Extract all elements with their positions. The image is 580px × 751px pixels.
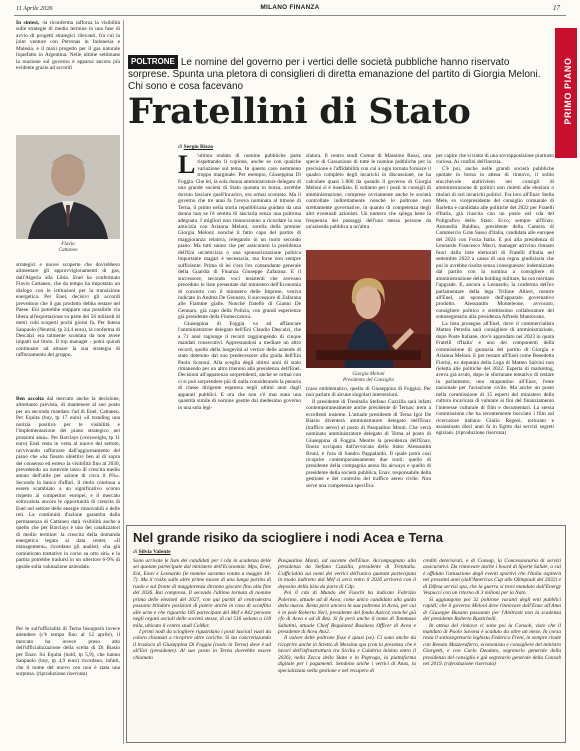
left-intro [16, 20, 120, 72]
byline-author: Sergio Rizzo [183, 144, 214, 150]
article-kicker [128, 55, 553, 94]
left-text-b-lead: Ben accolta [16, 396, 44, 402]
box-col2b-text: Poi il cda di Mundo del Fuochi ha indicato Fabrizio Palermo, attuale ad di Acea, come unico candidato alla guida della nuova. Resta però ancora la sua poltrona in Acea, per cui è in pole Roberto Neri, presidente del fondo Aalcor, nonché già cfo di Acea e ad di Bnz. Si fa però anche il nome di Tommaso Sabatini, attuale Chief Regulated Business Officer di Acea e presidente di Acea Ato2. [278, 590, 416, 635]
article-headline: Fratellini di Stato [128, 91, 471, 132]
left-column-bottom [16, 626, 120, 744]
article-dropcap: L [178, 153, 196, 179]
article-col-1 [178, 153, 301, 521]
box-byline-author: Silvia Valente [138, 549, 171, 555]
left-column-divider [123, 20, 124, 744]
article-col2c-text: Il presidente di Trenitalia Stefano Cuzzilla sarà infatti contemporaneamente anche presidente di Ternas: trent a eccellenti insieme. L'attuale presidente di Terna Igor De Biasio diventerà amministratore delegato dell'Enav (traffico aereo) al posto di Pasqualino Monti. Che verrà nominato amministratore delegato di Terna al posto di Giuseppina di Foggia. Mentre la presidenza dell'Enav, finora occupata dall'avvocata dello Stato Alessandra Bruni, è l'ora di Sandro Pappalardo. Il quale potrà così ricoprire contemporaneamente due ruoli: quello di presidente della compagnia aerea Ita airways e quello di presidente della società pubblica, Enav, responsabile della gestione e del controllo del traffico aereo civile. Non serve una competenza specifica [306, 398, 431, 489]
left-text-c: Per le sull'ufficialità di Terna bisognerà invece attendere (c'è tempo fino al 12 aprile), il mercato ha invece preso atto dell'ufficializzazione della scelta di Di Biasio per Enav. Su Equita (hold, tp 5,9), che hanno Sanpaolo (buy, tp 4,9 euro) ricordano, infatti, che il nome del nuovo ceo non è stata una sorpresa. (riproduzione riservata) [16, 626, 120, 678]
article-tag: POLTRONE [128, 55, 178, 69]
section-tab [555, 28, 577, 158]
left-intro-text: -la riconferma rafforza la visibilità sulle strategie di medio termine in una fase di avvio di progetti strategici rilevanti, fra cui la joint venture con Petronas in Indonesia e Malesia, e il maxi progetto per il gas naturale liquefatto in Argentina. Nelle ultime settimane la reazione sul governo è apparsa ancora più evidente grazie ad accordi [16, 20, 120, 72]
page-number: 17 [553, 4, 560, 12]
publication-name: MILANO FINANZA [260, 4, 320, 11]
box-col-3 [423, 558, 561, 740]
flavio-cattaneo-photo [16, 135, 120, 239]
flavio-caption-name: Flavio [61, 241, 75, 247]
article-col1-p2: Giuseppina di Foggia va ad affiancare l'amministratore delegato dell'Eni Claudio Descalzi, che a 71 anni ragiunge il record raggiungendo di cinque mandati consecutivi. Apprestandosi a mediare un altro record, quello della longevità al vertice delle aziende di stato detenuto dal suo predecessore alla guida dell'Eni Paolo Scaroni. Alla sceglia degli ultimi anni di stato rimanendo per un altro triennio alla presidenza dell'Enel. Decisioni all'apparenza sorprendenti, anche se ormai con ci si può sorprendere più di nulla considerando la penuria di classe dirigente espressa negli ultimi anni dagli apparati pubblici. E ora che non c'è mai stata una quantità simile di nomine gestite dal medesimo governo in una sola legi- [178, 320, 301, 411]
portrait-illustration [16, 135, 120, 239]
article-col3b-text: C'è poi, anche nelle grandi società pubbliche quotate in borsa in attesa di rinnovo, il solito stucchevole andirivieni nei consigli di amministrazione di politici non rieletti alle elezioni o titolari di rari incarichi politici. Fra loro all'Enav Stella Mele, ex vicepresidente del consiglio comunale di Barletta e candidata alle politiche del 2022 per Fratelli d'Italia, già riuscita con un posto nel cda del Poligrafico dello Stato. Ecco, sempre all'Enav, Antonella Baldino, presidente della Camera di Commercio Gran Sasso d'Italia, candidata alle europee del 2024 con Forza Italia. E poi alla presidenza di Leonardo Francesco Macri, manager arrivino rimasto fuori dalla liste elettorali di Fratelli d'Italia nel settembre 2022 a causa di una regna giudiziaria che poi lo avrebbe risolta senza conseguenze: indennizzato dal partito con la nomina a consigliere di amministrazione della holding militare, ha ora meritato l'upgrade. E, ancora a Leonardo, la conferma dell'ex parlamentare della lega Trifone Altieri, mentre all'Enel, un sponsore dell'apparato governativo prodotto. Alessandro Monteleone, avvocato, consigliere politico e strettissimo collaboratore del sottosegretario alla presidenza Alfredo Mantovano. [436, 165, 554, 321]
article-col-2 [306, 153, 431, 249]
article-col-2-lower [306, 386, 431, 522]
sidebar-box [126, 525, 566, 743]
box-col3-text: crediti deteriorati, e di Consap, la Concessionaria di servizi assicurativi. Da rinnovare anche i board di Sporte Salute, a cui è affidato l'attuazione degli eventi sportivi che l'Italia ospiterà nei prossimi anni (dall'Americas Cup alle Olimpiadi del 2032) e di Difesa servizi spa, che la guerra si trovi mandato dall'Energy Vespucci con un ritorno di 3 milioni per la Nato. [423, 558, 561, 597]
flavio-photo-caption [16, 241, 120, 253]
article-col2-text: slatura. Il centro studi Comar di Massimo Rossi, una specie di Cassazione di tutte le nomine pubbliche per la precisione e l'affidabilità con cui a ogni tornata fornisce il quadro completo degli incarichi in discussione, ne ha calcolate quasi 1.800 da quando il governo di Giorgia Meloni si è insediato. E soltanto per i posti in consigli di amministrazione, comprese ovviamente anche le società controllate indirettamente nonché le poltrone non strettamente governative, in quanto di competenza degli altri eventuali azionisti. Un numero che spiega bene la frequenza dei passaggi dell'una stessa persone da un'azienda pubblica a un'altra [306, 153, 431, 230]
meloni-photo-caption [306, 371, 431, 383]
article-col3-text: per capire che si tratta di una sovrapposizione piuttosto curiosa. Ai confini dell'inerzia. [436, 153, 554, 166]
box-col2c-text: Il valore delle poltrone fisse è quasi (se). Ci sono anche da ricoprire anche in Stretto di Messina spa (con la presenza che è lavori dell'infrastruttura tra Sicilia e Calabria inizino entro il 2026), nella Zecca dello Stato e in Poprago, la piattaforma digitale per i pagamenti. Sendono anche i vertici di Anas, la specializzata nella gestione e nel recupero di [278, 635, 416, 674]
left-column-top [16, 20, 120, 132]
left-column-lower [16, 396, 120, 626]
left-text-a: strategici e nuove scoperte che dovrebbero alimentare gli approvvigionamenti di gas, dall'Algeria alla Libia. Enel ha confermato Flavio Cattaneo, che da tempo ha impostato un dialogo con le istituzioni per la transizione energetica. Per Enel, decisivi gli accordi prevedono che il gas prodotto debba restare nel Paese. Eni potrebbe stappare una possibile via libera all'esportazione su parte dei 56 miliardi di metri cubi scoperti pochi giorni fa. Per Intesa Sanpaolo (Neutral, tp 24,4 euro), la conferma di Descalzi era talmente scontata da non avere impatti sul titolo. Il top manager - potrà quindi continuare ad attuare la sua strategia di rafforzamento del gruppo. [16, 262, 120, 359]
box-col1b-text: I primi nodi da sciogliere riguardano i posti lasciati vuoti da coloro chiamati a ricoprire altre cariche. Si sta concretizzando il trasloco di Giuseppina Di Foggia (ruolo in Terna) dove è ad all'Eni (presidente). Al suo posto in Terna dovrebbe essere chiamato [133, 628, 271, 661]
box-title: Nel grande risiko da sciogliere i nodi Acea e Terna [133, 530, 443, 545]
page-header [0, 2, 580, 16]
left-text-b-body: dal mercato anche la decisione, altrettanto prevista, di mantenere al suo posto per un secondo mandato l'ad di Enel, Cattaneo. Per Equita (buy, tp 17 euro) «il tranding una notizia positiva per le visibilità e l'implementazione del piano strategico nei prossimi anni». Per Barclays (overweight, tp 11 euro) Enel resta in vetta al nuovo del settore, ravvivando rafforzare dall'aggiornamento del piano che «ha fissato obiettivi ben al di sopra del consenso ed esteso la visibilità fino al 2030, prevedendo un notevole tasso di crescita medio annuo dell'utile per azione di circa il 6%». Secondo la banca d'affari, il titolo continua a essere scambiato a un significativo sconto rispetto ai competitor europei, e il mercato sottovaluta ancora le opportunità di crescita di Enel nel settore delle energie rinnovabili e delle reti. La continuità d'azione garantita dalla permanenza di Cattaneo darà visibilità anche a quello che per Barclays è uno dei catalizzatori di medio termine: la crescita della domanda energetica legata ai data center. «Il management», ricordano gli analisti, «ha già comunicato trattative in corso su otto siti» e la partita potrebbe tradursi in un ulteriore 6-9% di upside sulla valutazione aziendale. [16, 396, 120, 570]
portrait-illustration [306, 250, 431, 368]
article-col2b-text: (caso emblematico, quello di Giuseppina di Foggia). Per non parlare di alcune singolari intersezioni. [306, 386, 431, 399]
issue-date: 11 Aprile 2026 [16, 5, 53, 12]
meloni-caption-role: Presidente del Consiglio [342, 377, 395, 383]
box-byline [133, 549, 171, 555]
meloni-caption-name: Giorgia Meloni [352, 371, 385, 377]
box-col-2 [278, 558, 416, 740]
left-text-b [16, 396, 120, 570]
article-col3c-text: La lista prosegue all'Enel, dove il commercialista Matteo Petrella sarà consigliere di amministrazione, dopo Poste Italiane, dov'è approdato nel 2023 in quota Fratelli d'Italia' e uno dei componenti della commissione di garanzia del partito di Giorgia e Arianna Meloni. E per restare all'Enel come Benedetta Fiorini, ex deputata della Lega di Matteo Salvini non rieletta alle politiche del 2022. Esperta di marketing, aveva già avuto, dopo le sfortunate tentativo di restare in parlamento, uno strapuntino all'Enav, l'ente nazionale per l'aviazione civile. Ma anche un posto nella commissione di 15 esperti del ministero della cultura incaricata di valutare ai fini del finanziamento l'interesse culturale di film e documentari. La stessa commissione che ha recentemente bocciato i film sul ricercatore italiano Giulio Regeni, torturato e assassinato dieci anni fa in Egitto dai servizi segreti egiziani. (riproduzione riservata) [436, 320, 554, 437]
box-byline-prefix: di [133, 549, 138, 555]
flavio-caption-surname: Cattaneo [58, 247, 78, 253]
byline-prefix: di [178, 144, 183, 150]
kicker-text: Le nomine del governo per i vertici delle società pubbliche hanno riservato sorprese. Spunta una pletora di consiglieri di diretta emanazione del partito di Giorgia Meloni. Chi sono e cosa facevano [128, 57, 541, 93]
box-col2-text: Pasqualino Monti, ad uscente dell'Enav. Accompagnato alla presidenza da Stefano Cuzzilla, presidente di Trenitalia. L'ufficialità sui nomi dei vertici dell'unica quotata partecipata in modo indiretto dal Mef si avrà entro il 2026 arriverà con il deposito della lista da parte di Cdp. [278, 558, 416, 590]
section-tab-label: PRIMO PIANO [563, 57, 573, 125]
box-col1-text: Sono arrivate le liste dei candidati per i cda in scadenza delle sei quotate partecipate dal ministero dell'Economia: Mps, Enel, Eni, Enav e Leonardo (le nomine saranno votate a maggio 16-7). Ma il risiko sulle altre prime mosse di una lunga partita di ruolo e sul fronte di maggiorenza diranno giocare fino alla fine del 2026. Rai compresa. Il secondo l'ultimo tornata di nomine prima delle elezioni del 2027, con qui partiti di centrodestra possono blindare posizioni di potere anche in caso di sconfitta alle urne e che riguarda 185 partecipate del Mef e 842 persone negli organi sociali delle società stesse, di cui 516 sedono a 118 mila, ubicato il centro studi CoMar. [133, 558, 271, 629]
article-col1-text: 'ultima ondata di nomine pubbliche parte rispettando il copione, anche se con qualche variazione sul tema. In questo caso nemmeno troppo marginale. Per esempio, Giuseppina Di Foggia. Che lei, la sola donna amministratore delegato di una grande società di Stato quotata in borsa, avrebbe dovuto lasciare quell'incarico, era ormai scontato. Ma il governo che tre anni fa l'aveva nominata al timone di Terna, il primo nella storia repubblicana guidato da una donna non se l'è sentita di lasciarla senza una poltrona adeguata. I migliori non rinunceranno a ricordare la sua amicizia con Arianna Meloni, sorella della premier Giorgia Meloni; nonché il fatto capo del partito di maggioranza relativa, relegando in un ruolo secondo piano. Ma tutti sanno che per assicurarsi la presidenza dell'Eni un'amicizia o una sponsorizzazione politica importante magari è necessaria, ma forse non sempre sufficiente. Prima di lei c'era l'ex comandante generale della Guardia di Finanza Giuseppe Zafarana. E il successore, secondo voci insistenti che avevano preceduto le liste presentate dal ministero dell'Economia di concerto con il ministero delle Imprese, veniva indicato in Andrea De Gennaro, il successore di Zafarana alle Fiamme gialle. Nonché fratello di Gianni De Gennaro, già capo della Polizia, con grandi esperienze già presidente della Finmeccanica. [178, 153, 301, 321]
box-col-1 [133, 558, 271, 740]
left-intro-lead: In sintesi, [16, 20, 40, 26]
article-col1-p1 [178, 153, 301, 321]
box-col3b-text: Si aggiungono poi 32 poltrone vacanti degli enti pubblici rapidi; che il governo Meloni deve rinnovare dall'Enac all'Ama di Giuseppe Busano passando per l'Anitrasit non la scadenza del presidente Roberto Rustichelli. [423, 596, 561, 623]
article-col-3 [436, 153, 554, 521]
giorgia-meloni-photo [306, 250, 431, 368]
article-byline [178, 144, 213, 150]
box-col3c-text: In attesa del rinnovo ci sono poi la Consob, visto che il mandato di Paolo Savona è scaduto da oltre un mese. In corsa resta il sottosegretario leghista Federico Freni, in sempre rivale con Renato Mazzeraferro, economista e consigliere del ministro Giorgetti, e con Carlo Deodato, segretario generale della presidenza del consiglio e già segretario generale della Consob nel 2019. (riproduzione riservata) [423, 622, 561, 668]
left-column-middle [16, 262, 120, 396]
header-rule [14, 15, 566, 16]
